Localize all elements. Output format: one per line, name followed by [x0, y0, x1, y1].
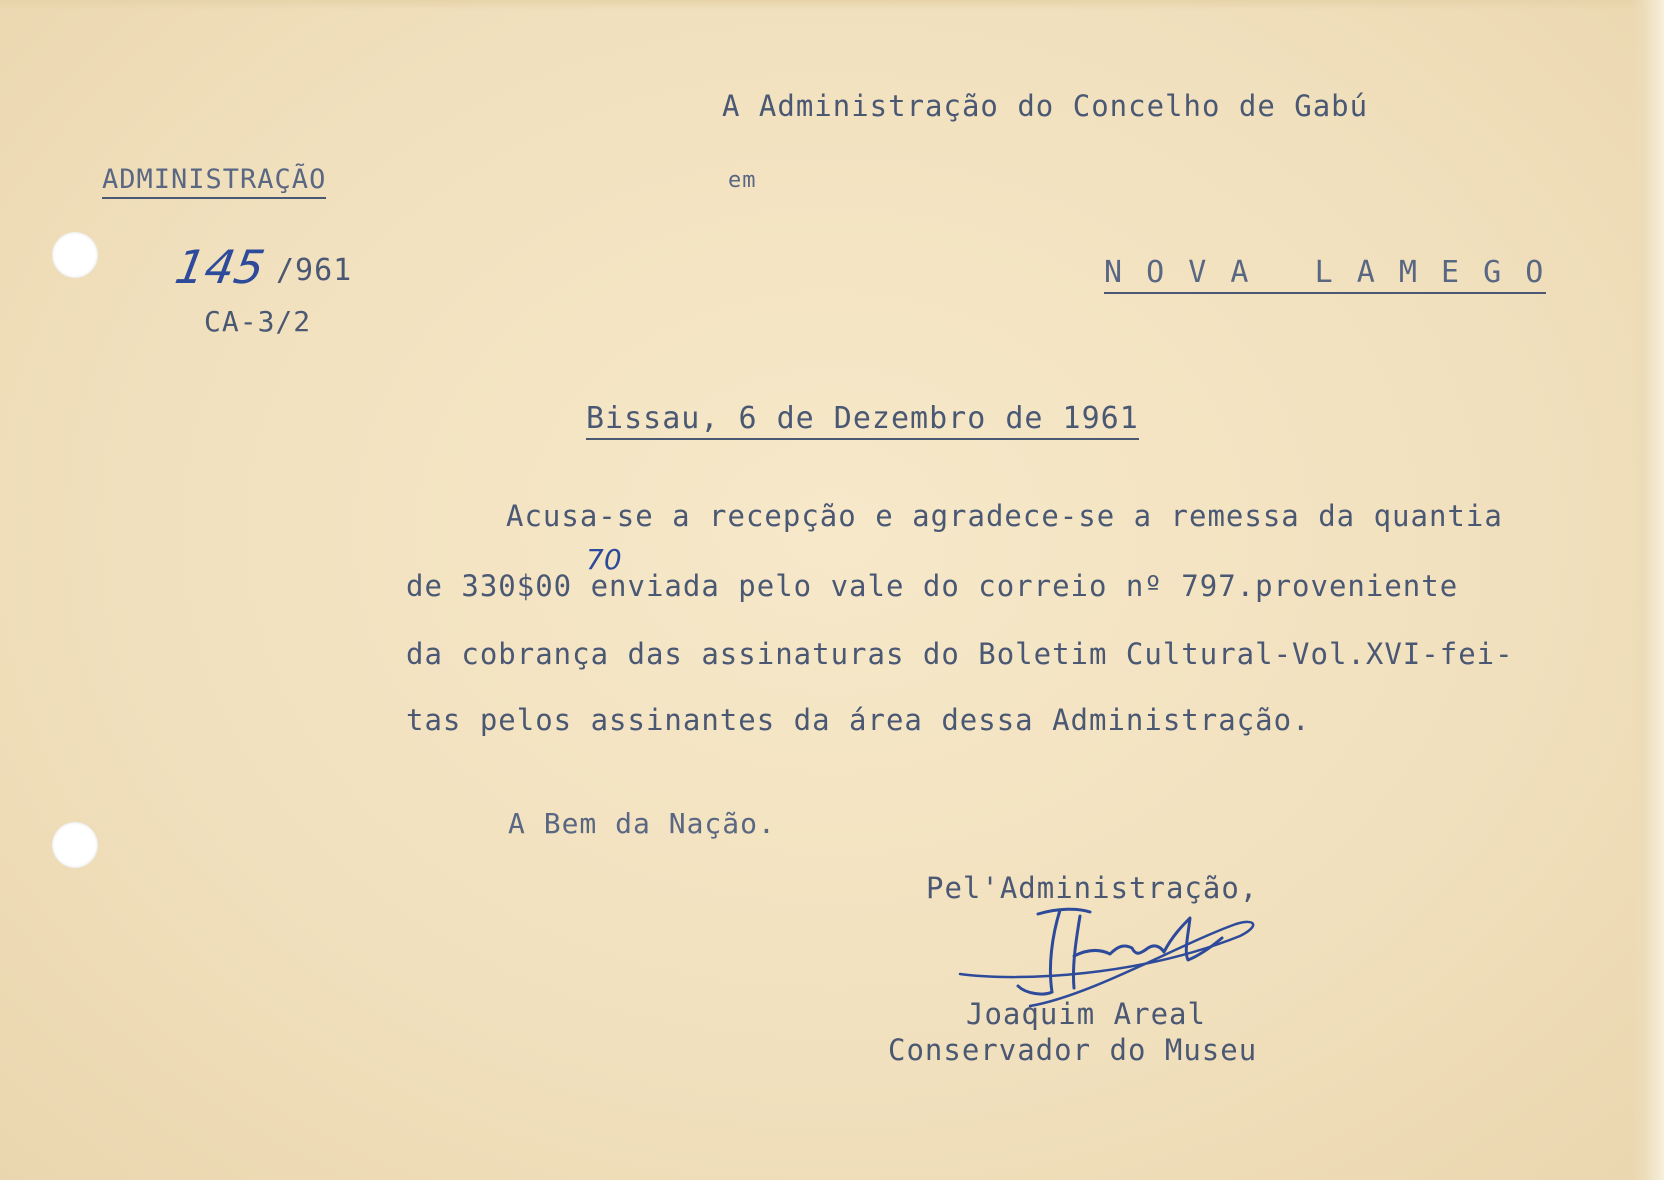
- closing-line: A Bem da Nação.: [508, 807, 776, 840]
- recipient-line: A Administração do Concelho de Gabú: [722, 89, 1369, 123]
- reference-number-handwritten: 145: [171, 240, 269, 294]
- signer-title: Conservador do Museu: [888, 1033, 1258, 1067]
- paper-top-edge: [0, 0, 1664, 10]
- date-line: Bissau, 6 de Dezembro de 1961: [586, 404, 1139, 440]
- punch-hole-top: [52, 232, 98, 278]
- signoff-line: Pel'Administração,: [926, 871, 1259, 905]
- punch-hole-bottom: [52, 822, 98, 868]
- paper-right-edge: [1630, 0, 1664, 1180]
- recipient-em: em: [728, 168, 757, 193]
- reference-year: /961: [276, 253, 353, 288]
- amount-handwritten-note: 70: [586, 543, 622, 576]
- body-line-2: de 330$00 enviada pelo vale do correio nº 797.proveniente: [406, 569, 1459, 603]
- department-heading: ADMINISTRAÇÃO: [102, 166, 326, 199]
- body-line-1: Acusa-se a recepção e agradece-se a remessa da quantia: [506, 499, 1503, 533]
- file-code: CA-3/2: [204, 305, 312, 338]
- body-line-3: da cobrança das assinaturas do Boletim Cultural-Vol.XVI-fei-: [406, 637, 1514, 671]
- recipient-place: N O V A L A M E G O: [1104, 258, 1546, 294]
- body-line-4: tas pelos assinantes da área dessa Administração.: [406, 703, 1311, 737]
- signer-name: Joaquim Areal: [966, 997, 1206, 1031]
